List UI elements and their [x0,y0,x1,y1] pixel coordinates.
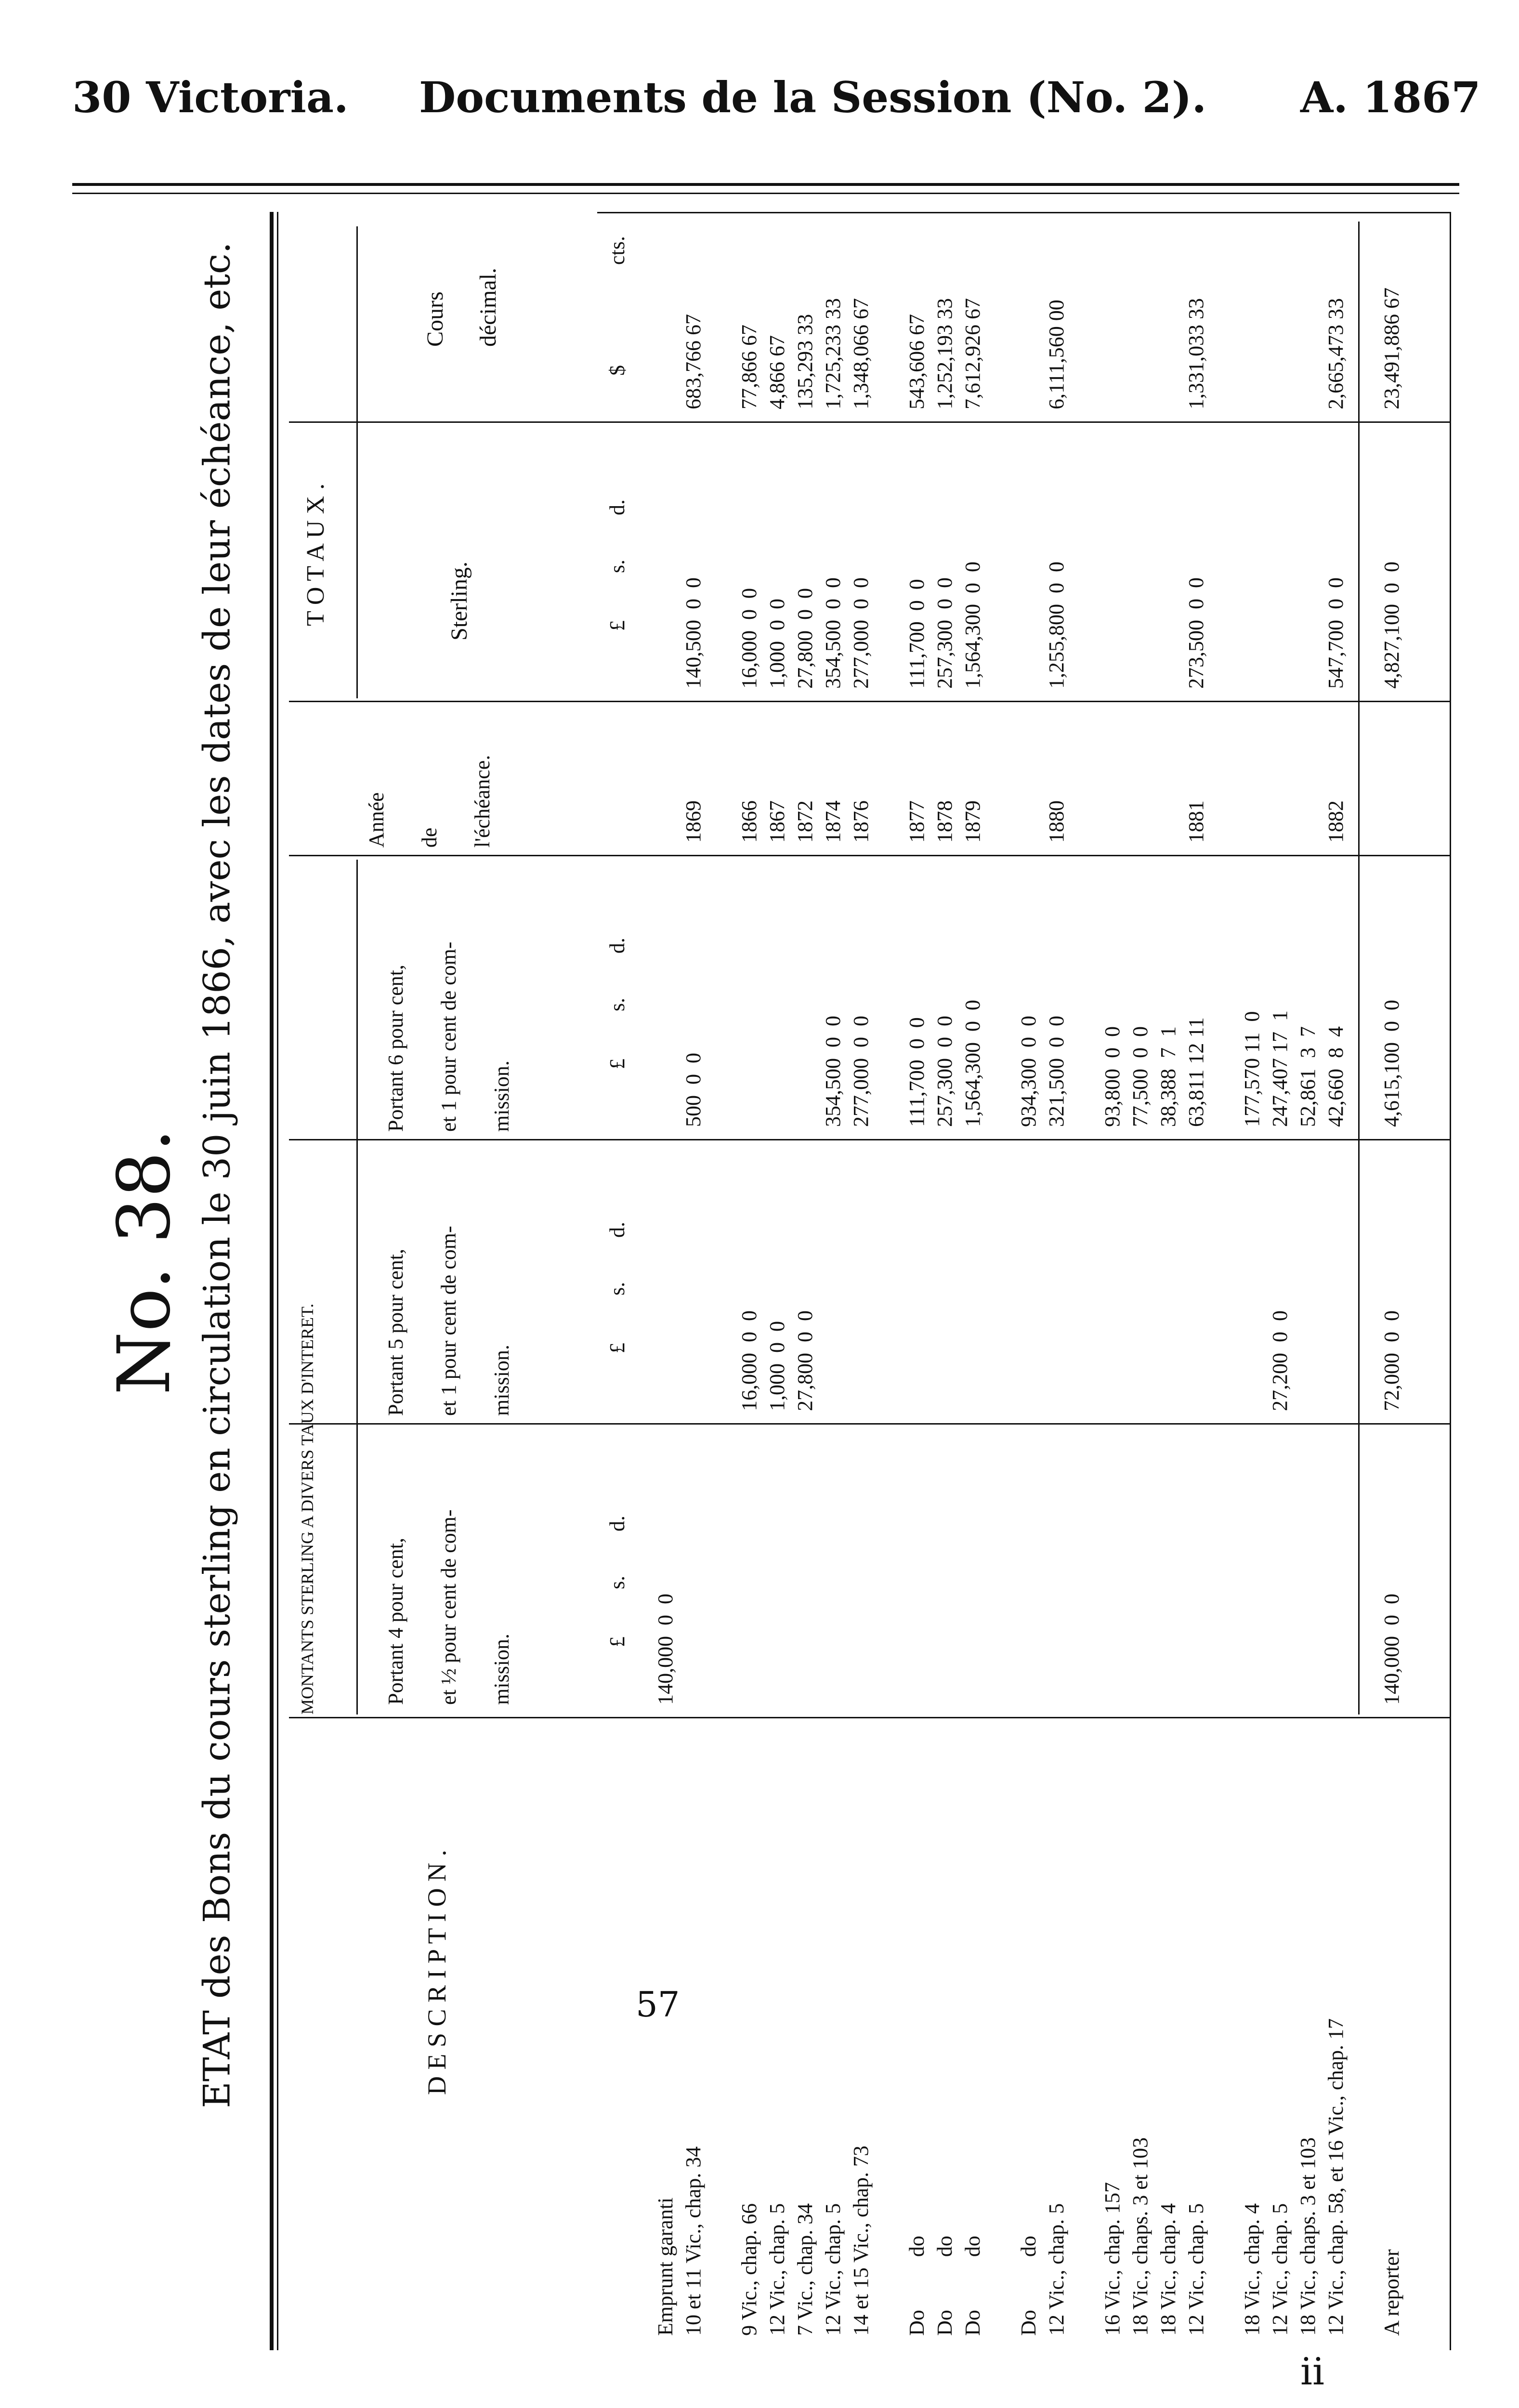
table-cell-desc: 12 Vic., chap. 5 [1045,2203,1068,2336]
table-cell-st: 1,000 0 0 [765,599,789,689]
table-cell-desc: 18 Vic., chaps. 3 et 103 [1128,2137,1152,2336]
rate-column-header: mission. [490,1345,513,1416]
table-cell-p6: 934,300 0 0 [1017,1016,1040,1127]
currency-unit: d. [605,938,629,954]
page-number: 57 [636,1984,680,2025]
table-cell-desc: 12 Vic., chap. 5 [821,2203,845,2336]
rate-column-header: Portant 4 pour cent, [384,1537,407,1705]
rate-column-header: Portant 6 pour cent, [384,964,407,1132]
table-cell-desc: A reporter [1380,2249,1403,2336]
table-cell-st: 27,800 0 0 [793,588,817,689]
column-separator [289,1139,1450,1140]
table-cell-dec: 7,612,926 67 [961,298,984,409]
currency-unit: d. [605,1222,629,1238]
page-title-text: ETAT des Bons du cours sterling en circulation le 30 juin 1866, avec les dates de leur échéance, etc. [195,242,238,2108]
table-cell-desc: 12 Vic., chap. 5 [765,2203,789,2336]
currency-unit: s. [605,1575,629,1589]
table-cell-dec: 135,293 33 [793,314,817,409]
currency-unit: s. [605,1282,629,1296]
table-left-border-inner [277,212,278,2350]
table-cell-p5: 1,000 0 0 [765,1321,789,1411]
currency-unit: cts. [605,236,629,265]
column-separator [289,855,1450,856]
table-cell-p6: 500 0 0 [681,1053,705,1127]
table-cell-desc: 12 Vic., chap. 5 [1184,2203,1208,2336]
table-left-border [270,212,274,2350]
rate-column-header: et 1 pour cent de com- [437,1226,460,1416]
table-cell-year: 1872 [793,800,817,843]
table-cell-desc: 7 Vic., chap. 34 [793,2203,817,2336]
table-cell-st: 1,564,300 0 0 [961,562,984,689]
table-cell-p6: 42,660 8 4 [1324,1026,1348,1127]
table-cell-desc: Emprunt garanti [654,2197,677,2336]
montants-header: MONTANTS STERLING A DIVERS TAUX D'INTERET. [298,1303,317,1714]
table-cell-year: 1869 [681,800,705,843]
header-bottom-rule [597,212,1450,213]
table-right-border [1450,212,1451,2350]
table-cell-p6: 63,811 12 11 [1184,1017,1208,1127]
currency-unit: $ [605,365,629,376]
table-cell-p6: 257,300 0 0 [933,1016,956,1127]
year-column-header: l'échéance. [471,755,494,848]
currency-unit: s. [605,997,629,1011]
table-cell-st: 354,500 0 0 [821,577,845,689]
table-cell-year: 1879 [961,800,984,843]
table-cell-p6: 4,615,100 0 0 [1380,1000,1403,1127]
table-cell-dec: 1,331,033 33 [1184,298,1208,409]
decimal-column-header: Cours [422,291,448,347]
decimal-column-header: décimal. [475,268,501,347]
table-cell-year: 1874 [821,800,845,843]
table-cell-year: 1867 [765,800,789,843]
currency-unit: £ [605,620,629,631]
description-header: D E S C R I P T I O N . [422,1849,451,2095]
table-cell-p5: 27,200 0 0 [1268,1310,1292,1411]
table-cell-year: 1882 [1324,800,1348,843]
table-cell-year: 1876 [849,800,873,843]
table-cell-p6: 111,700 0 0 [905,1017,929,1127]
table-cell-p6: 38,388 7 1 [1156,1026,1180,1127]
sterling-column-header: Sterling. [446,562,472,641]
table-cell-desc: Do do [905,2236,929,2336]
currency-unit: £ [605,1636,629,1647]
table-cell-p6: 77,500 0 0 [1128,1026,1152,1127]
rate-column-header: Portant 5 pour cent, [384,1248,407,1416]
header-center: Documents de la Session (No. 2). [419,72,1207,122]
column-separator [289,1717,1450,1718]
table-cell-desc: Do do [933,2236,956,2336]
table-cell-p6: 321,500 0 0 [1045,1016,1068,1127]
table-cell-p6: 1,564,300 0 0 [961,1000,984,1127]
table-cell-st: 140,500 0 0 [681,577,705,689]
table-cell-p6: 93,800 0 0 [1100,1026,1124,1127]
table-cell-desc: 10 et 11 Vic., chap. 34 [681,2146,705,2336]
table-cell-p6: 52,861 3 7 [1296,1026,1320,1127]
year-column-header: de [418,827,441,848]
table-cell-dec: 543,606 67 [905,314,929,409]
totals-rule [1358,222,1360,1714]
table-cell-st: 257,300 0 0 [933,577,956,689]
currency-unit: d. [605,499,629,515]
table-cell-st: 4,827,100 0 0 [1380,562,1403,689]
totaux-header-rule [356,226,358,698]
table-cell-p6: 354,500 0 0 [821,1016,845,1127]
table-cell-dec: 1,348,066 67 [849,298,873,409]
table-cell-st: 111,700 0 0 [905,579,929,689]
table-cell-desc: 9 Vic., chap. 66 [737,2203,761,2336]
montants-header-rule [356,860,358,1714]
table-cell-dec: 2,665,473 33 [1324,298,1348,409]
column-separator [289,421,1450,423]
rate-column-header: et ½ pour cent de com- [437,1509,460,1705]
table-cell-desc: 14 et 15 Vic., chap. 73 [849,2146,873,2336]
table-cell-p4: 140,000 0 0 [1380,1594,1403,1705]
currency-unit: d. [605,1516,629,1531]
rate-column-header: mission. [490,1634,513,1705]
table-cell-year: 1880 [1045,800,1068,843]
table-cell-dec: 683,766 67 [681,314,705,409]
currency-unit: £ [605,1343,629,1353]
table-cell-dec: 6,111,560 00 [1045,300,1068,409]
table-cell-p5: 72,000 0 0 [1380,1310,1403,1411]
table-cell-dec: 77,866 67 [737,325,761,409]
table-cell-year: 1866 [737,800,761,843]
column-separator [289,701,1450,702]
table-cell-desc: 12 Vic., chap. 58, et 16 Vic., chap. 17 [1324,2018,1348,2336]
table-cell-st: 16,000 0 0 [737,588,761,689]
table-cell-p6: 177,570 11 0 [1240,1011,1264,1127]
table-cell-dec: 1,252,193 33 [933,298,956,409]
table-cell-st: 547,700 0 0 [1324,577,1348,689]
column-separator [289,1423,1450,1425]
table-cell-p6: 277,000 0 0 [849,1016,873,1127]
rate-column-header: et 1 pour cent de com- [437,942,460,1132]
table-cell-p6: 247,407 17 1 [1268,1010,1292,1127]
table-cell-desc: 18 Vic., chaps. 3 et 103 [1296,2137,1320,2336]
header-right: A. 1867 [1300,72,1481,122]
table-cell-year: 1877 [905,800,929,843]
totaux-header: T O T A U X . [302,483,329,626]
currency-unit: s. [605,559,629,573]
currency-unit: £ [605,1059,629,1069]
table-cell-st: 1,255,800 0 0 [1045,562,1068,689]
header-left: 30 Victoria. [72,72,349,122]
table-cell-p4: 140,000 0 0 [654,1594,677,1705]
rate-column-header: mission. [490,1060,513,1132]
table-cell-desc: 18 Vic., chap. 4 [1240,2203,1264,2336]
table-cell-desc: 18 Vic., chap. 4 [1156,2203,1180,2336]
table-cell-desc: 12 Vic., chap. 5 [1268,2203,1292,2336]
table-cell-p5: 27,800 0 0 [793,1310,817,1411]
table-cell-desc: 16 Vic., chap. 157 [1100,2182,1124,2336]
table-cell-dec: 23,491,886 67 [1380,288,1403,409]
table-cell-p5: 16,000 0 0 [737,1310,761,1411]
table-cell-year: 1878 [933,800,956,843]
table-cell-year: 1881 [1184,800,1208,843]
year-column-header: Année [365,792,388,848]
table-cell-desc: Do do [961,2236,984,2336]
document-number-text: No. 38. [103,1128,186,1395]
table-cell-dec: 1,725,233 33 [821,298,845,409]
table-cell-desc: Do do [1017,2236,1040,2336]
table-cell-st: 277,000 0 0 [849,577,873,689]
table-cell-st: 273,500 0 0 [1184,577,1208,689]
table-cell-dec: 4,866 67 [765,335,789,409]
page-footer: ii [1300,2350,1324,2394]
